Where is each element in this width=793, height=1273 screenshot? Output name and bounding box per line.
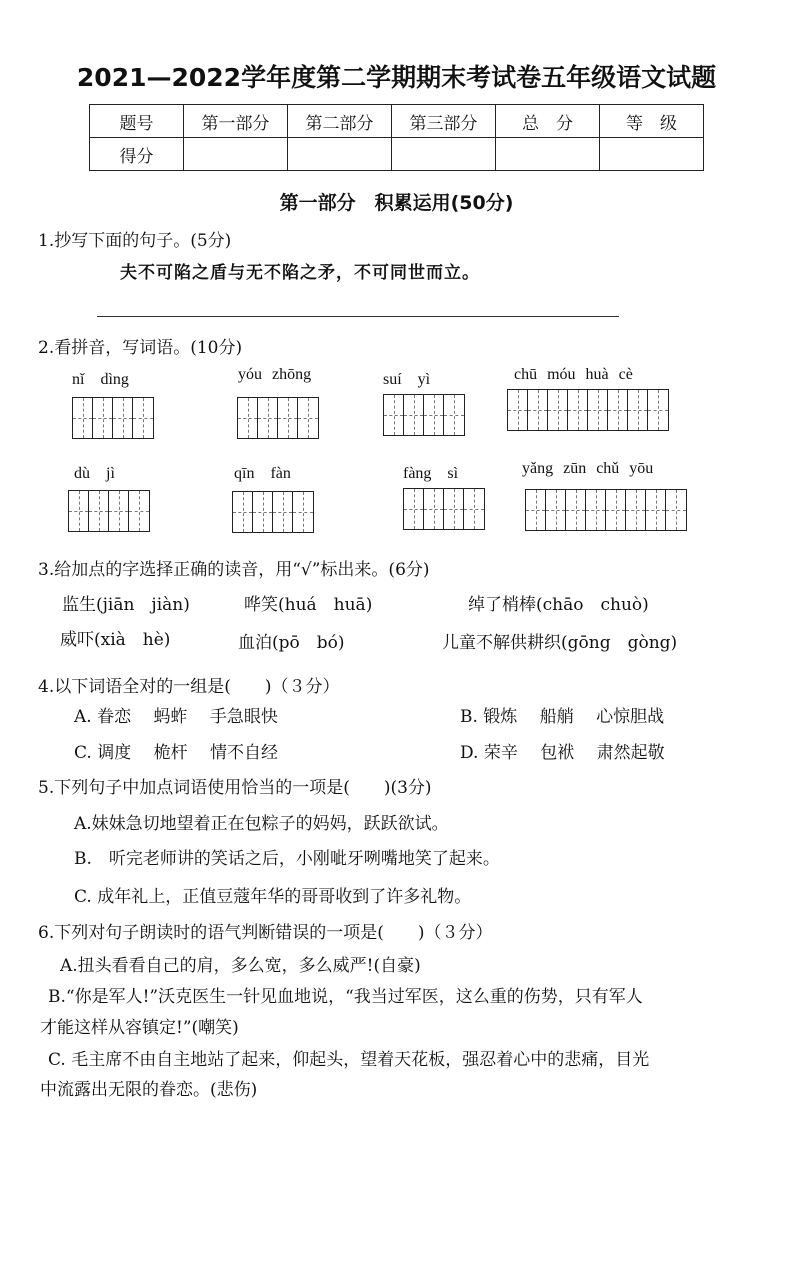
- option-b[interactable]: B. 听完老师讲的笑话之后，小刚呲牙咧嘴地笑了起来。: [74, 849, 500, 869]
- writing-grid[interactable]: [403, 488, 485, 530]
- reading-item[interactable]: 哗笑(huá huā): [244, 595, 373, 615]
- option-a[interactable]: A. 眷恋 蚂蚱 手急眼快: [74, 707, 278, 727]
- option-b[interactable]: B.“你是军人!”沃克医生一针见血地说，“我当过军医，这么重的伤势，只有军人: [48, 987, 643, 1007]
- reading-item[interactable]: 血泊(pō bó): [238, 633, 345, 653]
- question-3: 3.给加点的字选择正确的读音，用“√”标出来。(6分): [38, 560, 430, 580]
- header-cell: 第三部分: [392, 105, 496, 138]
- header-cell: 等 级: [600, 105, 704, 138]
- score-cell[interactable]: [600, 138, 704, 171]
- option-b-continued: 才能这样从容镇定!”(嘲笑): [40, 1018, 239, 1038]
- score-cell[interactable]: [184, 138, 288, 171]
- pinyin-label: suí yì: [383, 371, 431, 388]
- question-4: 4.以下词语全对的一组是( )（３分）: [38, 677, 340, 697]
- option-c[interactable]: C. 毛主席不由自主地站了起来，仰起头，望着天花板，强忍着心中的悲痛，目光: [48, 1050, 650, 1070]
- question-1: 1.抄写下面的句子。(5分): [38, 231, 232, 251]
- pinyin-label: qīn fàn: [234, 465, 291, 482]
- option-c-continued: 中流露出无限的眷恋。(悲伤): [40, 1080, 258, 1100]
- score-cell[interactable]: [288, 138, 392, 171]
- header-cell: 题号: [90, 105, 184, 138]
- question-6: 6.下列对句子朗读时的语气判断错误的一项是( )（３分）: [38, 923, 493, 943]
- header-cell: 第一部分: [184, 105, 288, 138]
- pinyin-label: chū móu huà cè: [514, 366, 633, 383]
- reading-item[interactable]: 绰了梢棒(chāo chuò): [468, 595, 649, 615]
- score-table-score-row: [90, 138, 704, 171]
- score-cell[interactable]: [392, 138, 496, 171]
- writing-grid[interactable]: [237, 397, 319, 439]
- option-b[interactable]: B. 锻炼 船艄 心惊胆战: [460, 707, 665, 727]
- section-heading: 第一部分 积累运用(50分): [279, 192, 514, 214]
- score-cell[interactable]: [496, 138, 600, 171]
- question-2: 2.看拼音，写词语。(10分): [38, 338, 243, 358]
- question-5: 5.下列句子中加点词语使用恰当的一项是( )(3分): [38, 778, 432, 798]
- reading-item[interactable]: 威吓(xià hè): [60, 630, 171, 650]
- option-c[interactable]: C. 成年礼上，正值豆蔻年华的哥哥收到了许多礼物。: [74, 887, 472, 907]
- option-a[interactable]: A.扭头看看自己的肩，多么宽，多么威严!(自豪): [60, 956, 421, 976]
- pinyin-label: nǐ dìng: [72, 371, 129, 388]
- row-label-cell: 得分: [90, 138, 184, 171]
- pinyin-label: yóu zhōng: [238, 366, 312, 383]
- header-cell: 总 分: [496, 105, 600, 138]
- option-d[interactable]: D. 荣辛 包袱 肃然起敬: [460, 743, 665, 763]
- answer-line[interactable]: [97, 316, 619, 317]
- option-a[interactable]: A.妹妹急切地望着正在包粽子的妈妈，跃跃欲试。: [74, 814, 449, 834]
- reading-item[interactable]: 监生(jiān jiàn): [62, 595, 190, 615]
- score-table: [89, 104, 704, 171]
- option-c[interactable]: C. 调度 桅杆 情不自经: [74, 743, 279, 763]
- pinyin-label: fàng sì: [403, 465, 459, 482]
- score-table-header-row: [90, 105, 704, 138]
- copy-sentence: 夫不可陷之盾与无不陷之矛，不可同世而立。: [120, 263, 480, 283]
- page-title: 2021—2022学年度第二学期期末考试卷五年级语文试题: [76, 63, 717, 92]
- writing-grid[interactable]: [232, 491, 314, 533]
- writing-grid[interactable]: [383, 394, 465, 436]
- reading-item[interactable]: 儿童不解供耕织(gōng gòng): [442, 633, 678, 653]
- writing-grid[interactable]: [72, 397, 154, 439]
- pinyin-label: yǎng zūn chǔ yōu: [522, 460, 654, 477]
- writing-grid[interactable]: [507, 389, 669, 431]
- header-cell: 第二部分: [288, 105, 392, 138]
- pinyin-label: dù jì: [74, 465, 115, 482]
- writing-grid[interactable]: [68, 490, 150, 532]
- writing-grid[interactable]: [525, 489, 687, 531]
